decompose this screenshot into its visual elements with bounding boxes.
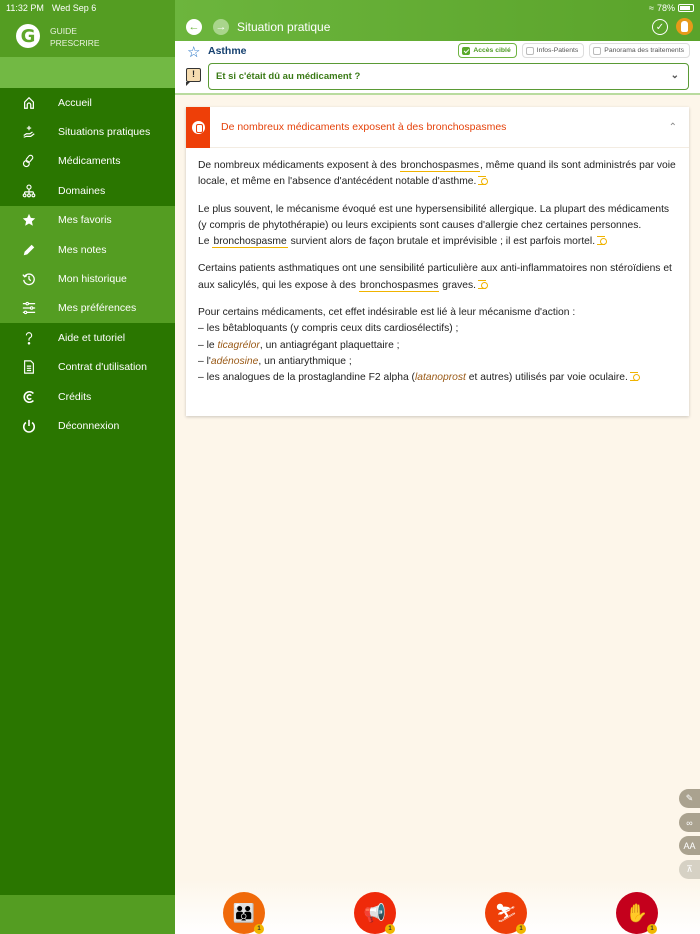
count-badge: 1 xyxy=(385,924,395,934)
filter-acces-cible[interactable] xyxy=(458,43,516,58)
logo-icon: G xyxy=(20,25,36,47)
sidebar-item-medicaments[interactable] xyxy=(0,147,175,176)
text: les bêtabloquants (y compris ceux dits cardiosélectifs) ; xyxy=(206,323,459,335)
user-avatar[interactable] xyxy=(676,18,693,35)
glossary-term[interactable]: bronchospasmes xyxy=(359,279,439,291)
sidebar-item-label: Mon historique xyxy=(58,273,127,286)
app-name-line1: GUIDE xyxy=(50,26,77,36)
glossary-term[interactable]: bronchospasmes xyxy=(400,160,480,171)
status-clock: 11:32 PM xyxy=(6,3,44,13)
sidebar-item-label: Médicaments xyxy=(58,155,121,168)
scroll-top-button[interactable] xyxy=(679,860,700,879)
sidebar-item-accueil[interactable] xyxy=(0,88,175,117)
sidebar-header xyxy=(0,0,175,57)
page-title: Situation pratique xyxy=(237,20,331,34)
sidebar-item-mes-notes[interactable] xyxy=(0,235,175,264)
contraindications-button[interactable] xyxy=(616,892,658,934)
card-header[interactable] xyxy=(186,107,689,148)
family-icon: 👪 xyxy=(232,902,256,923)
checkbox-icon xyxy=(526,47,534,55)
question-label: Et si c'était dû au médicament ? xyxy=(216,71,361,82)
reference-icon[interactable] xyxy=(478,280,488,289)
adverse-effects-button[interactable] xyxy=(485,892,527,934)
list-item xyxy=(198,354,677,370)
edit-note-button[interactable] xyxy=(679,789,700,808)
text: , même quand ils sont administrés par voie locale, et même en l'absence d'antécédent notable d'asthme. xyxy=(198,160,676,188)
app-name-line2: PRESCRIRE xyxy=(50,38,100,48)
top-header xyxy=(175,0,700,41)
text: , un antiarythmique ; xyxy=(258,355,352,367)
alert-speech-icon: ! xyxy=(186,68,201,82)
paragraph-4 xyxy=(198,305,677,386)
sidebar-footer xyxy=(0,895,175,934)
reference-icon[interactable] xyxy=(597,236,607,245)
paragraph-2 xyxy=(198,202,677,251)
home-icon xyxy=(0,96,58,110)
megaphone-icon: 📢 xyxy=(363,902,387,923)
hand-cross-icon xyxy=(0,125,58,139)
sidebar-item-mes-preferences[interactable] xyxy=(0,294,175,323)
favorite-star-icon[interactable]: ☆ xyxy=(187,44,201,61)
status-time xyxy=(6,3,104,13)
question-dropdown[interactable] xyxy=(208,63,689,90)
status-date: Wed Sep 6 xyxy=(51,3,97,13)
filter-group xyxy=(458,43,690,58)
alert-megaphone-button[interactable] xyxy=(354,892,396,934)
sidebar-item-label: Mes notes xyxy=(58,243,107,256)
filter-label: Infos-Patients xyxy=(536,47,579,54)
check-icon: ✓ xyxy=(655,21,665,33)
falling-person-icon: ⛷ xyxy=(494,902,518,923)
text: Certains patients asthmatiques ont une sensibilité particulière aux anti-inflammatoires non stéroïdiens et aux salicylés, qui les expose à des xyxy=(198,263,672,291)
sidebar-item-deconnexion[interactable] xyxy=(0,411,175,440)
filter-panorama-traitements[interactable] xyxy=(589,43,690,58)
sidebar-item-aide-et-tutoriel[interactable] xyxy=(0,323,175,352)
sidebar-item-label: Déconnexion xyxy=(58,419,120,432)
text: survient alors de façon brutale et imprévisible ; il est parfois mortel. xyxy=(287,236,596,248)
sidebar-item-label: Contrat d'utilisation xyxy=(58,361,147,374)
filter-label: Accès ciblé xyxy=(473,47,511,54)
adverse-effect-badge xyxy=(186,107,210,148)
text: De nombreux médicaments exposent à des xyxy=(198,160,397,171)
content-card xyxy=(186,107,689,416)
drug-link[interactable]: latanoprost xyxy=(414,372,466,384)
font-size-icon: AA xyxy=(683,840,696,851)
drug-list xyxy=(198,321,677,386)
wifi-icon: ≈ xyxy=(649,3,654,13)
sidebar-item-mon-historique[interactable] xyxy=(0,264,175,293)
hierarchy-icon xyxy=(0,184,58,198)
sidebar-item-label: Situations pratiques xyxy=(58,126,151,139)
history-icon xyxy=(0,272,58,286)
sidebar-item-label: Crédits xyxy=(58,390,92,403)
topic-bar xyxy=(175,41,700,95)
back-button[interactable] xyxy=(186,19,202,35)
battery-icon xyxy=(678,4,694,12)
credits-icon xyxy=(0,390,58,404)
sidebar-item-credits[interactable] xyxy=(0,382,175,411)
card-body xyxy=(186,148,689,387)
count-badge: 1 xyxy=(516,924,526,934)
reference-icon[interactable] xyxy=(630,372,640,381)
drug-link[interactable]: adénosine xyxy=(210,355,259,367)
sidebar-spacer xyxy=(0,57,175,88)
app-name xyxy=(50,25,100,49)
text: et autres) utilisés par voie oculaire. xyxy=(465,372,628,384)
checkbox-icon xyxy=(462,47,470,55)
arrow-left-icon: ← xyxy=(188,21,200,33)
pencil-icon xyxy=(0,243,58,257)
text: Le plus souvent, le mécanisme évoqué est une hypersensibilité allergique. La plupart des médicaments (y compris de phytothérapie) ou leurs excipients sont causes d'allergie chez certaines personnes. Le xyxy=(198,203,670,248)
paragraph-1 xyxy=(198,158,677,191)
question-icon xyxy=(0,331,58,345)
sidebar-nav xyxy=(0,88,175,441)
sidebar-item-domaines[interactable] xyxy=(0,176,175,205)
bottom-action-bar xyxy=(175,880,700,934)
filter-label: Panorama des traitements xyxy=(604,47,684,54)
glossary-term[interactable]: bronchospasme xyxy=(213,236,287,248)
list-item xyxy=(198,321,677,337)
falling-person-icon xyxy=(192,121,205,134)
status-indicators xyxy=(649,3,694,13)
list-intro: Pour certains médicaments, cet effet indésirable est lié à leur mécanisme d'action : xyxy=(198,307,576,319)
filter-infos-patients[interactable] xyxy=(522,43,585,58)
sliders-icon xyxy=(0,301,58,315)
chevron-up-bar-icon: ⊼ xyxy=(686,864,693,874)
app-logo xyxy=(16,24,40,48)
battery-percent: 78% xyxy=(656,3,675,13)
sidebar-item-label: Mes préférences xyxy=(58,302,137,315)
stop-hand-icon: ✋ xyxy=(625,902,649,923)
text: , un antiagrégant plaquettaire ; xyxy=(259,339,400,351)
reference-icon[interactable] xyxy=(478,176,488,185)
sidebar-item-contrat-utilisation[interactable] xyxy=(0,353,175,382)
sidebar xyxy=(0,0,175,934)
card-title: De nombreux médicaments exposent à des bronchospasmes xyxy=(221,121,507,133)
link-icon: ∞ xyxy=(686,817,693,828)
checkbox-icon xyxy=(593,47,601,55)
power-icon xyxy=(0,419,58,433)
sidebar-item-mes-favoris[interactable] xyxy=(0,206,175,235)
link-button[interactable] xyxy=(679,813,700,832)
text: le xyxy=(206,339,218,351)
patients-button[interactable] xyxy=(223,892,265,934)
chevron-up-icon[interactable]: ⌃ xyxy=(668,121,677,133)
sidebar-item-label: Accueil xyxy=(58,96,92,109)
text: l' xyxy=(206,355,211,367)
text: graves. xyxy=(439,279,477,291)
arrow-right-icon: → xyxy=(215,21,227,33)
sidebar-item-label: Aide et tutoriel xyxy=(58,331,126,344)
count-badge: 1 xyxy=(254,924,264,934)
paragraph-3 xyxy=(198,261,677,294)
sidebar-item-label: Domaines xyxy=(58,184,106,197)
font-size-button[interactable] xyxy=(679,836,700,855)
count-badge: 1 xyxy=(647,924,657,934)
sidebar-item-label: Mes favoris xyxy=(58,214,112,227)
sidebar-item-situations-pratiques[interactable] xyxy=(0,117,175,146)
pencil-icon: ✎ xyxy=(685,793,694,803)
forward-button[interactable] xyxy=(213,19,229,35)
document-icon xyxy=(0,360,58,374)
pills-icon xyxy=(0,154,58,168)
drug-link[interactable]: ticagrélor xyxy=(217,339,260,351)
list-item xyxy=(198,338,677,354)
chevron-down-icon: ⌄ xyxy=(670,70,679,81)
check-button[interactable] xyxy=(652,19,668,35)
list-item xyxy=(198,370,677,386)
star-icon xyxy=(0,213,58,227)
text: les analogues de la prostaglandine F2 alpha ( xyxy=(206,372,415,384)
topic-name: Asthme xyxy=(208,45,247,57)
